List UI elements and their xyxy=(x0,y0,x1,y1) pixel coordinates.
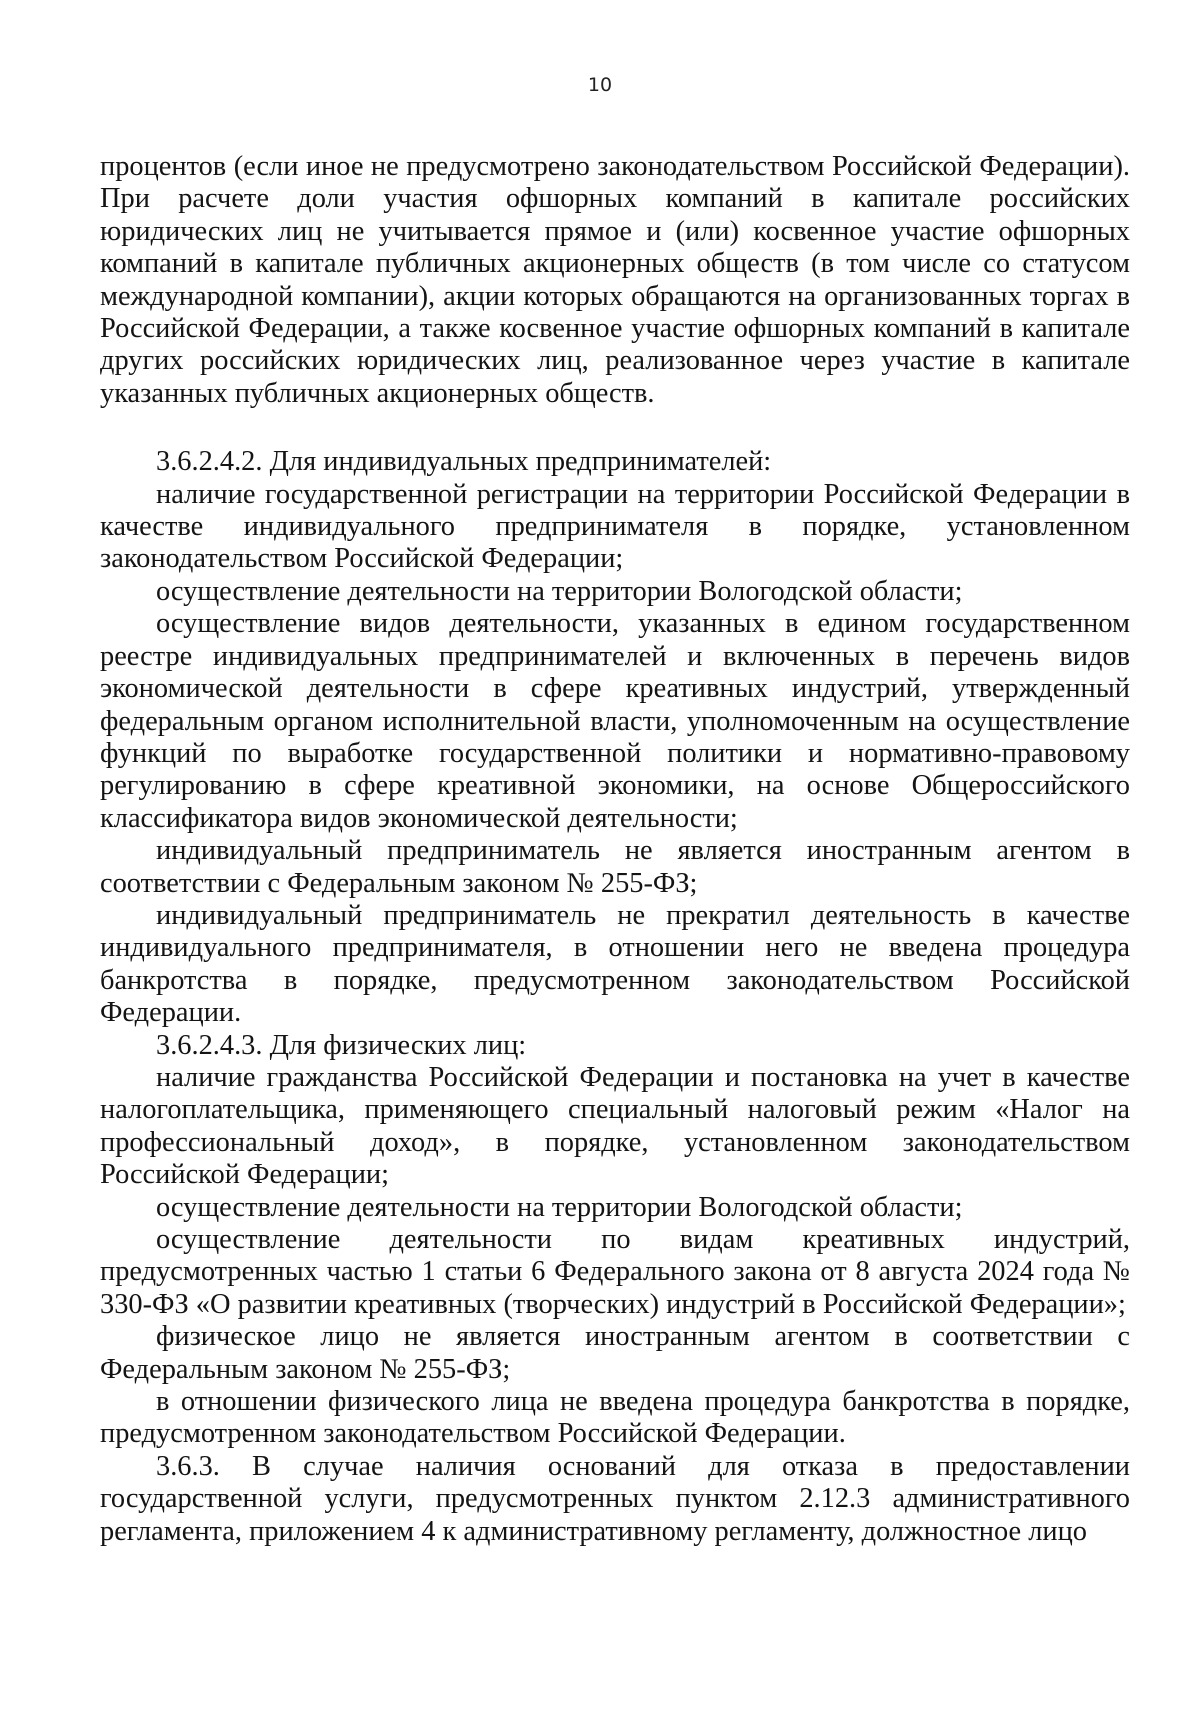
paragraph-individual-no-bankruptcy: в отношении физического лица не введена процедура банкротства в порядке, предусмотренном законодательством Российской Федерации. xyxy=(100,1386,1130,1450)
paragraph-state-registration: наличие государственной регистрации на территории Российской Федерации в качестве индивидуального предпринимателя в порядке, установленном законодательством Российской Федерации; xyxy=(100,478,1130,575)
paragraph-activity-territory: осуществление деятельности на территории Вологодской области; xyxy=(156,575,963,607)
section-heading-individual-entrepreneurs: 3.6.2.4.2. Для индивидуальных предпринимателей: xyxy=(156,446,772,478)
paragraph-individual-activity-territory: осуществление деятельности на территории Вологодской области; xyxy=(156,1191,963,1223)
paragraph-no-bankruptcy: индивидуальный предприниматель не прекратил деятельность в качестве индивидуального предпринимателя, в отношении него не введена процедура банкротства в порядке, предусмотренном законодательством Российской Федерации. xyxy=(100,899,1130,1029)
paragraph-activity-types: осуществление видов деятельности, указанных в едином государственном реестре индивидуальных предпринимателей и включенных в перечень видов экономической деятельности в сфере креативных индустрий, утвержденный федеральным органом исполнительной власти, уполномоченным на осуществление функций по выработке государственной политики и нормативно-правовому регулированию в сфере креативной экономики, на основе Общероссийского классификатора видов экономической деятельности; xyxy=(100,608,1130,834)
paragraph-not-foreign-agent: индивидуальный предприниматель не является иностранным агентом в соответствии с Федеральным законом № 255-ФЗ; xyxy=(100,835,1130,899)
paragraph-citizenship-tax-registration: наличие гражданства Российской Федерации и постановка на учет в качестве налогоплательщика, применяющего специальный налоговый режим «Налог на профессиональный доход», в порядке, установленном законодательством Российской Федерации; xyxy=(100,1061,1130,1191)
paragraph-creative-industries: осуществление деятельности по видам креативных индустрий, предусмотренных частью 1 статьи 6 Федерального закона от 8 августа 2024 года № 330-ФЗ «О развитии креативных (творческих) индустрий в Российской Федерации»; xyxy=(100,1224,1130,1320)
document-body xyxy=(100,151,1130,1548)
paragraph-refusal-grounds: 3.6.3. В случае наличия оснований для отказа в предоставлении государственной услуги, предусмотренных пунктом 2.12.3 административного регламента, приложением 4 к административному регламенту, должностное лицо xyxy=(100,1450,1130,1547)
page-number: 10 xyxy=(587,74,613,96)
section-heading-individuals: 3.6.2.4.3. Для физических лиц: xyxy=(156,1029,527,1061)
paragraph-offshore-participation: процентов (если иное не предусмотрено законодательством Российской Федерации). При расчете доли участия офшорных компаний в капитале российских юридических лиц не учитывается прямое и (или) косвенное участие офшорных компаний в капитале публичных акционерных обществ (в том числе со статусом международной компании), акции которых обращаются на организованных торгах в Российской Федерации, а также косвенное участие офшорных компаний в капитале других российских юридических лиц, реализованное через участие в капитале указанных публичных акционерных обществ. xyxy=(100,151,1130,409)
paragraph-individual-not-foreign-agent: физическое лицо не является иностранным агентом в соответствии с Федеральным законом № 255-ФЗ; xyxy=(100,1321,1130,1385)
